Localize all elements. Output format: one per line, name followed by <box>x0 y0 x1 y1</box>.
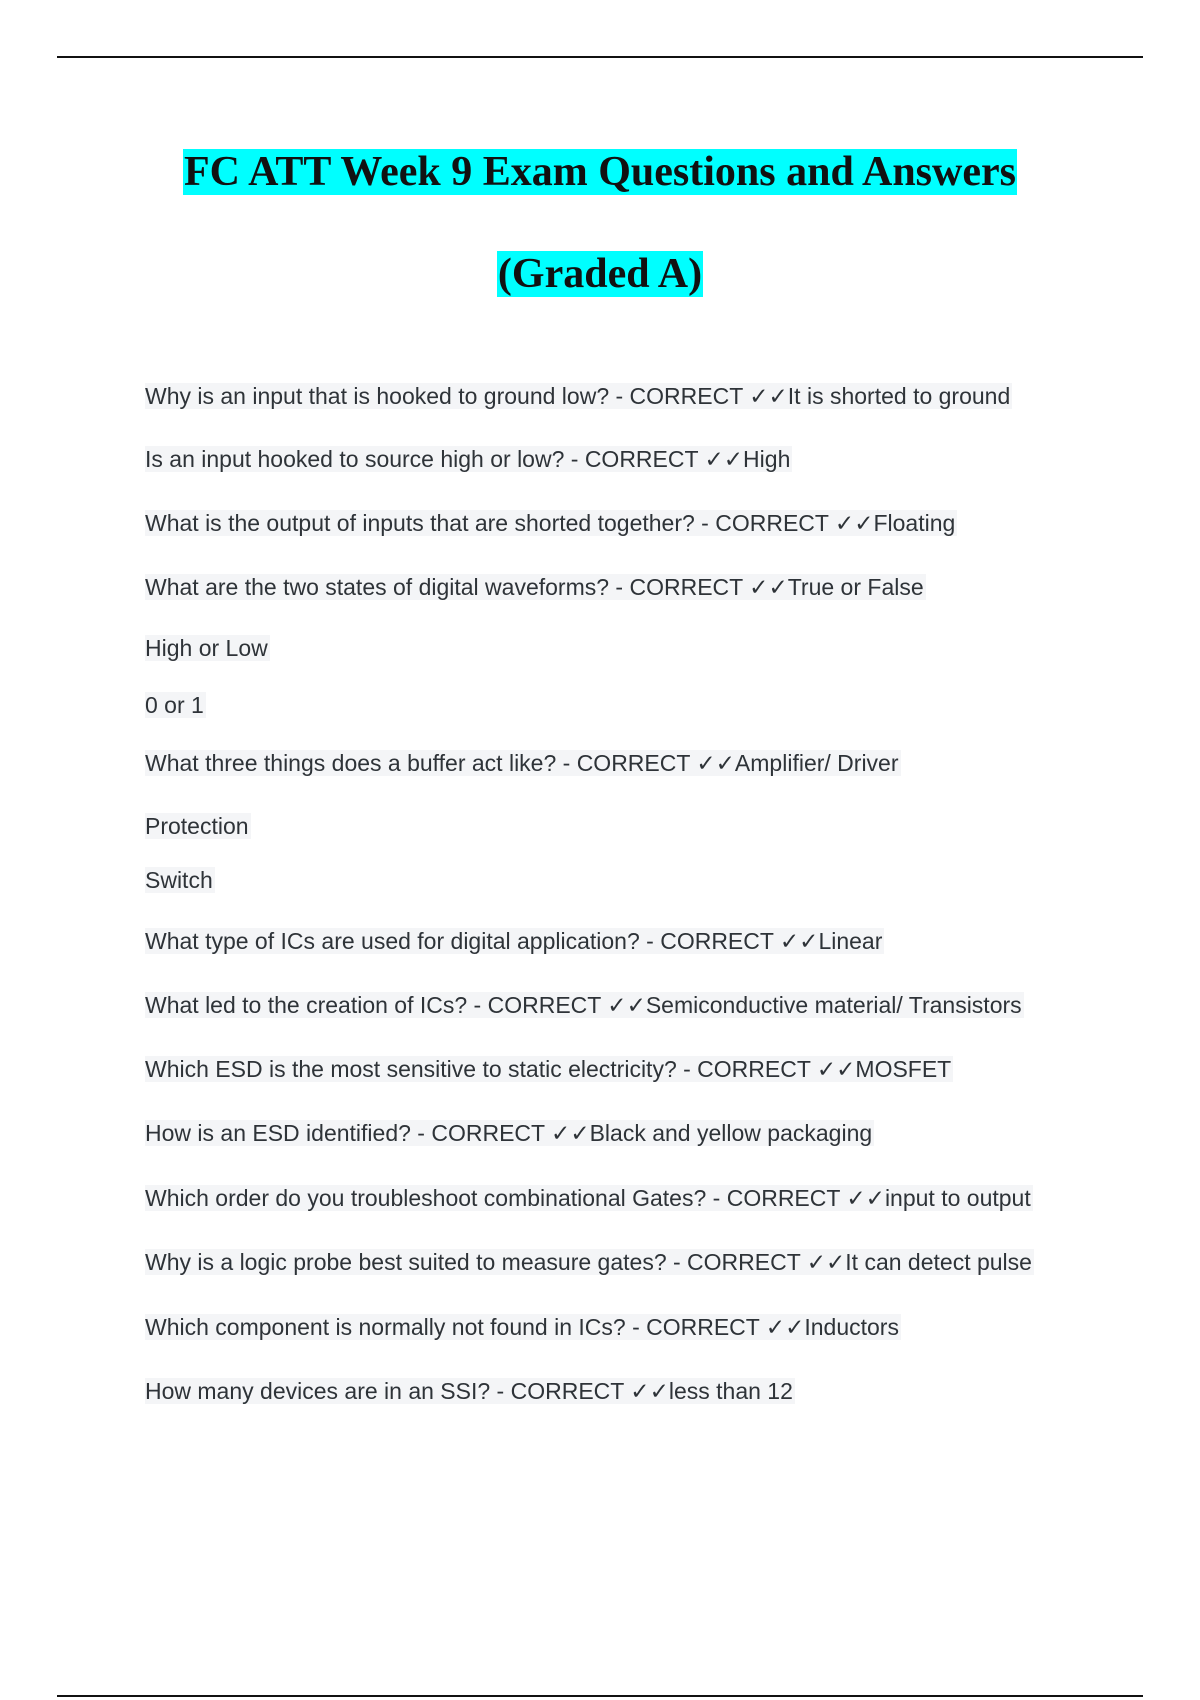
qa-line: Which ESD is the most sensitive to static electricity? - CORRECT ✓✓MOSFET <box>145 1056 952 1082</box>
document-title-line-2 <box>0 248 1200 300</box>
qa-line: What is the output of inputs that are shorted together? - CORRECT ✓✓Floating <box>145 510 956 536</box>
title-text-1: FC ATT Week 9 Exam Questions and Answers <box>184 149 1016 195</box>
qa-line: Why is an input that is hooked to ground low? - CORRECT ✓✓It is shorted to ground <box>145 383 1011 409</box>
qa-line: What are the two states of digital waveforms? - CORRECT ✓✓True or False <box>145 574 924 600</box>
qa-line: 0 or 1 <box>145 692 204 718</box>
title-text-2: (Graded A) <box>497 251 703 297</box>
qa-line: Is an input hooked to source high or low? - CORRECT ✓✓High <box>145 446 791 472</box>
qa-line: Which component is normally not found in ICs? - CORRECT ✓✓Inductors <box>145 1314 899 1340</box>
footer-rule <box>57 1695 1143 1697</box>
qa-line: How many devices are in an SSI? - CORRECT ✓✓less than 12 <box>145 1378 793 1404</box>
qa-line: How is an ESD identified? - CORRECT ✓✓Black and yellow packaging <box>145 1120 873 1146</box>
header-rule <box>57 56 1143 58</box>
qa-line: What type of ICs are used for digital application? - CORRECT ✓✓Linear <box>145 928 883 954</box>
document-title-line-1 <box>0 146 1200 198</box>
qa-line: Protection <box>145 813 249 839</box>
qa-line: Why is a logic probe best suited to measure gates? - CORRECT ✓✓It can detect pulse <box>145 1249 1032 1275</box>
qa-line: Which order do you troubleshoot combinational Gates? - CORRECT ✓✓input to output <box>145 1185 1031 1211</box>
qa-line: High or Low <box>145 635 268 661</box>
qa-line: Switch <box>145 867 213 893</box>
qa-line: What three things does a buffer act like? - CORRECT ✓✓Amplifier/ Driver <box>145 750 899 776</box>
qa-line: What led to the creation of ICs? - CORRECT ✓✓Semiconductive material/ Transistors <box>145 992 1022 1018</box>
